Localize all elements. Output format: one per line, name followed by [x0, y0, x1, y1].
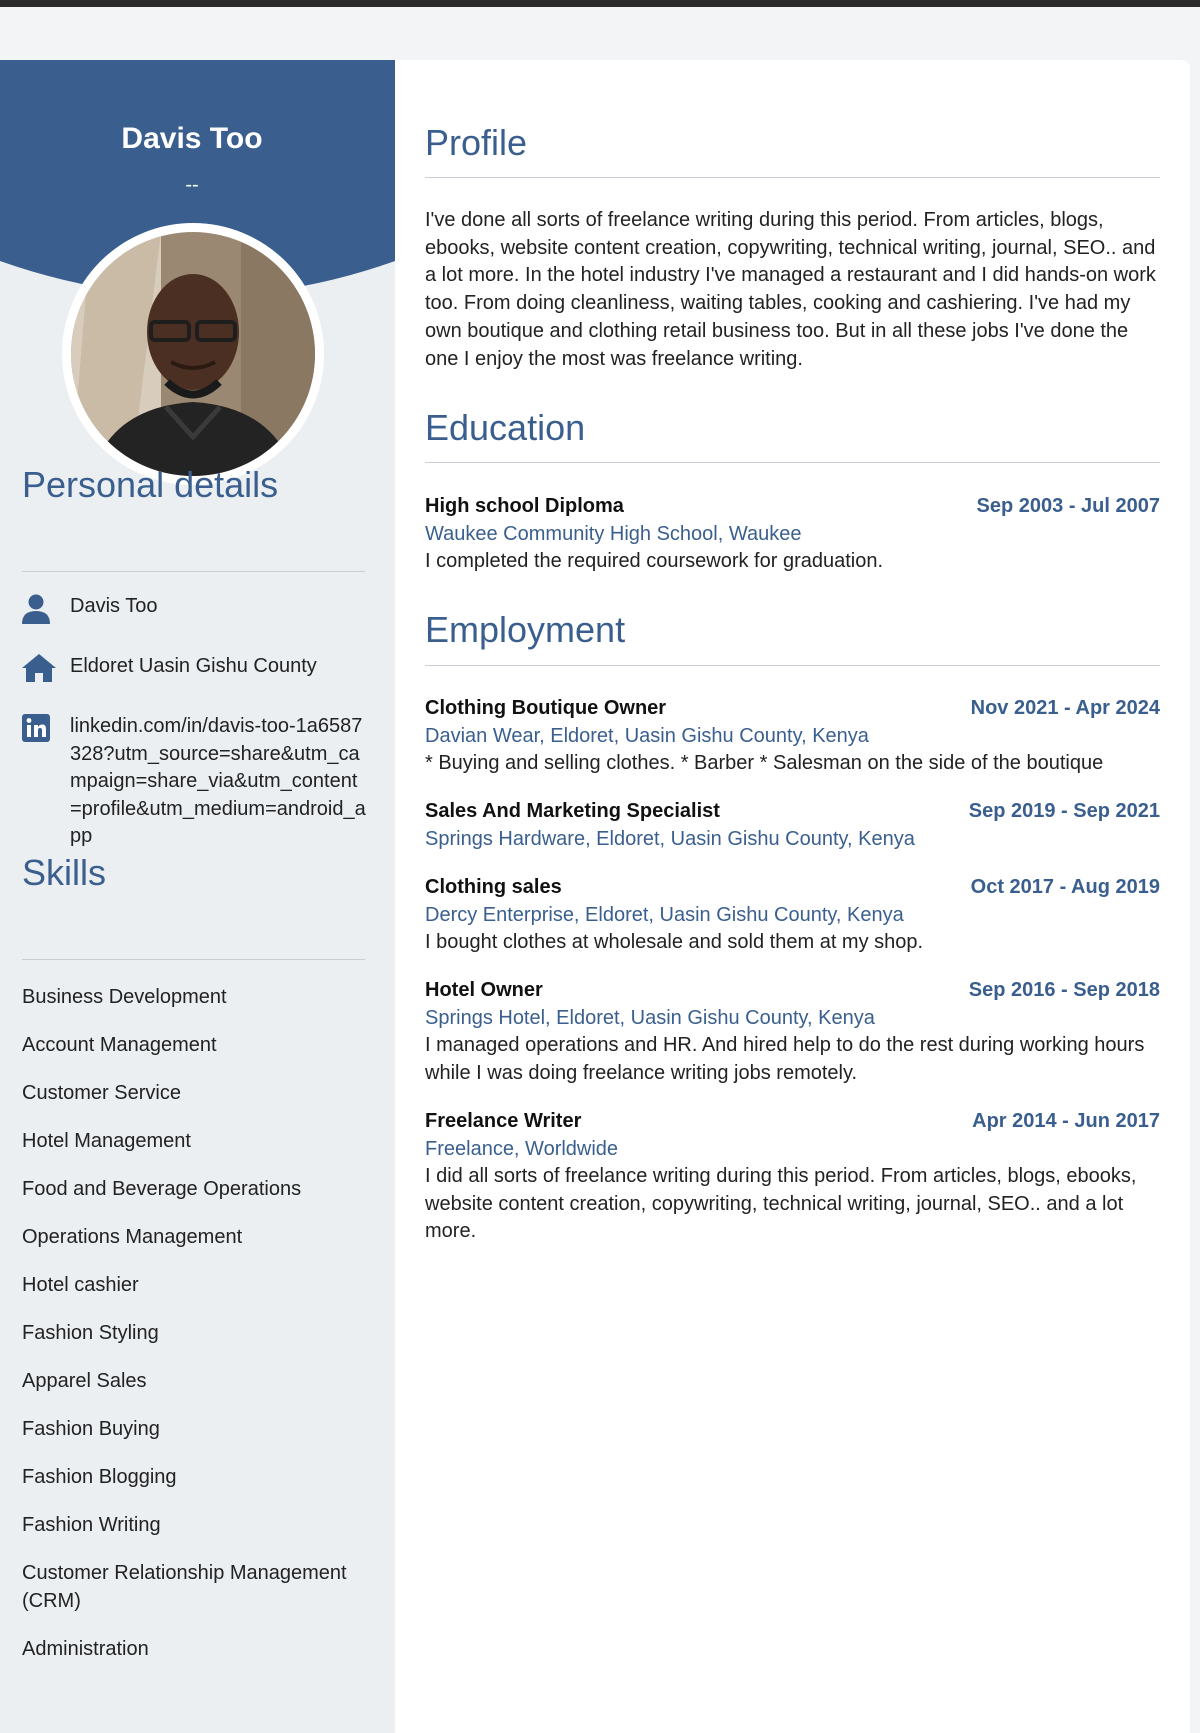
entry-title: High school Diploma — [425, 495, 624, 517]
profile-photo — [62, 223, 324, 485]
entry-description: I managed operations and HR. And hired help to do the rest during working hours while I was doing freelance writing jobs remotely. — [425, 1034, 1145, 1084]
skill-item: Food and Beverage Operations — [22, 1178, 302, 1200]
education-entry — [425, 492, 1160, 576]
skill-item: Customer Service — [22, 1082, 181, 1104]
entry-date: Sep 2003 - Jul 2007 — [976, 495, 1160, 517]
home-icon — [22, 653, 70, 691]
personal-details-title: Personal details — [22, 464, 279, 505]
linkedin-icon — [22, 713, 70, 751]
skill-item: Apparel Sales — [22, 1370, 147, 1392]
entry-place: Davian Wear, Eldoret, Uasin Gishu County, Kenya — [425, 725, 869, 747]
detail-name — [22, 593, 367, 633]
skills-list — [22, 983, 367, 1683]
skill-item: Administration — [22, 1638, 149, 1660]
entry-title: Hotel Owner — [425, 979, 543, 1001]
entry-date: Sep 2019 - Sep 2021 — [968, 800, 1160, 822]
entry-title: Clothing Boutique Owner — [425, 697, 667, 719]
divider — [425, 665, 1160, 666]
skill-item: Fashion Styling — [22, 1322, 159, 1344]
entry-description: * Buying and selling clothes. * Barber * Salesman on the side of the boutique — [425, 752, 1104, 774]
top-bar — [0, 0, 1200, 7]
skill-item: Customer Relationship Management (CRM) — [22, 1562, 347, 1612]
divider — [22, 959, 365, 960]
entry-description: I did all sorts of freelance writing during this period. From articles, blogs, ebooks, website content creation, copywriting, technical writing, journal, SEO.. and a lot more. — [425, 1165, 1137, 1242]
entry-date: Apr 2014 - Jun 2017 — [972, 1110, 1160, 1132]
resume-page — [0, 60, 1190, 1733]
profile-title: Profile — [425, 122, 528, 163]
divider — [425, 177, 1160, 178]
entry-place: Freelance, Worldwide — [425, 1138, 619, 1160]
entry-date: Oct 2017 - Aug 2019 — [970, 876, 1160, 898]
profile-text: I've done all sorts of freelance writing during this period. From articles, blogs, ebooks, website content creation, copywriting, technical writing, journal, SEO.. and a lot more. In the hotel industry I've managed a restaurant and I did hands-on work too. From doing cleanliness, waiting tables, cooking and cashiering. I've had my own boutique and clothing retail business too. But in all these jobs I've done the one I enjoy the most was freelance writing. — [425, 209, 1156, 370]
detail-address — [22, 653, 367, 691]
divider — [22, 571, 365, 572]
candidate-name: Davis Too — [121, 122, 263, 155]
skill-item: Fashion Blogging — [22, 1466, 177, 1488]
entry-description: I completed the required coursework for graduation. — [425, 550, 884, 572]
entry-place: Springs Hardware, Eldoret, Uasin Gishu County, Kenya — [425, 828, 915, 850]
entry-date: Nov 2021 - Apr 2024 — [970, 697, 1160, 719]
entry-title: Sales And Marketing Specialist — [425, 800, 720, 822]
detail-linkedin[interactable] — [22, 713, 367, 851]
skill-item: Fashion Writing — [22, 1514, 161, 1536]
skill-item: Hotel cashier — [22, 1274, 139, 1296]
sidebar — [0, 60, 395, 1733]
entry-title: Clothing sales — [425, 876, 562, 898]
employment-title: Employment — [425, 609, 626, 650]
employment-entry — [425, 694, 1160, 778]
detail-name-text: Davis Too — [70, 595, 158, 617]
employment-entry — [425, 976, 1160, 1087]
education-title: Education — [425, 407, 586, 448]
employment-entry — [425, 797, 1160, 853]
detail-linkedin-text[interactable]: linkedin.com/in/davis-too-1a6587328?utm_source=share&utm_campaign=share_via&utm_content=profile&utm_medium=android_app — [70, 715, 366, 847]
skill-item: Business Development — [22, 986, 227, 1008]
candidate-subtitle: -- — [185, 174, 199, 196]
employment-entry — [425, 873, 1160, 957]
skill-item: Operations Management — [22, 1226, 243, 1248]
entry-title: Freelance Writer — [425, 1110, 582, 1132]
skill-item: Fashion Buying — [22, 1418, 160, 1440]
entry-place: Waukee Community High School, Waukee — [425, 523, 802, 545]
entry-place: Dercy Enterprise, Eldoret, Uasin Gishu County, Kenya — [425, 904, 904, 926]
entry-description: I bought clothes at wholesale and sold them at my shop. — [425, 931, 924, 953]
entry-date: Sep 2016 - Sep 2018 — [968, 979, 1160, 1001]
skill-item: Account Management — [22, 1034, 217, 1056]
employment-entry — [425, 1107, 1160, 1246]
person-icon — [22, 593, 70, 633]
detail-address-text: Eldoret Uasin Gishu County — [70, 655, 317, 677]
skill-item: Hotel Management — [22, 1130, 191, 1152]
entry-place: Springs Hotel, Eldoret, Uasin Gishu County, Kenya — [425, 1007, 875, 1029]
skills-title: Skills — [22, 852, 107, 893]
divider — [425, 462, 1160, 463]
